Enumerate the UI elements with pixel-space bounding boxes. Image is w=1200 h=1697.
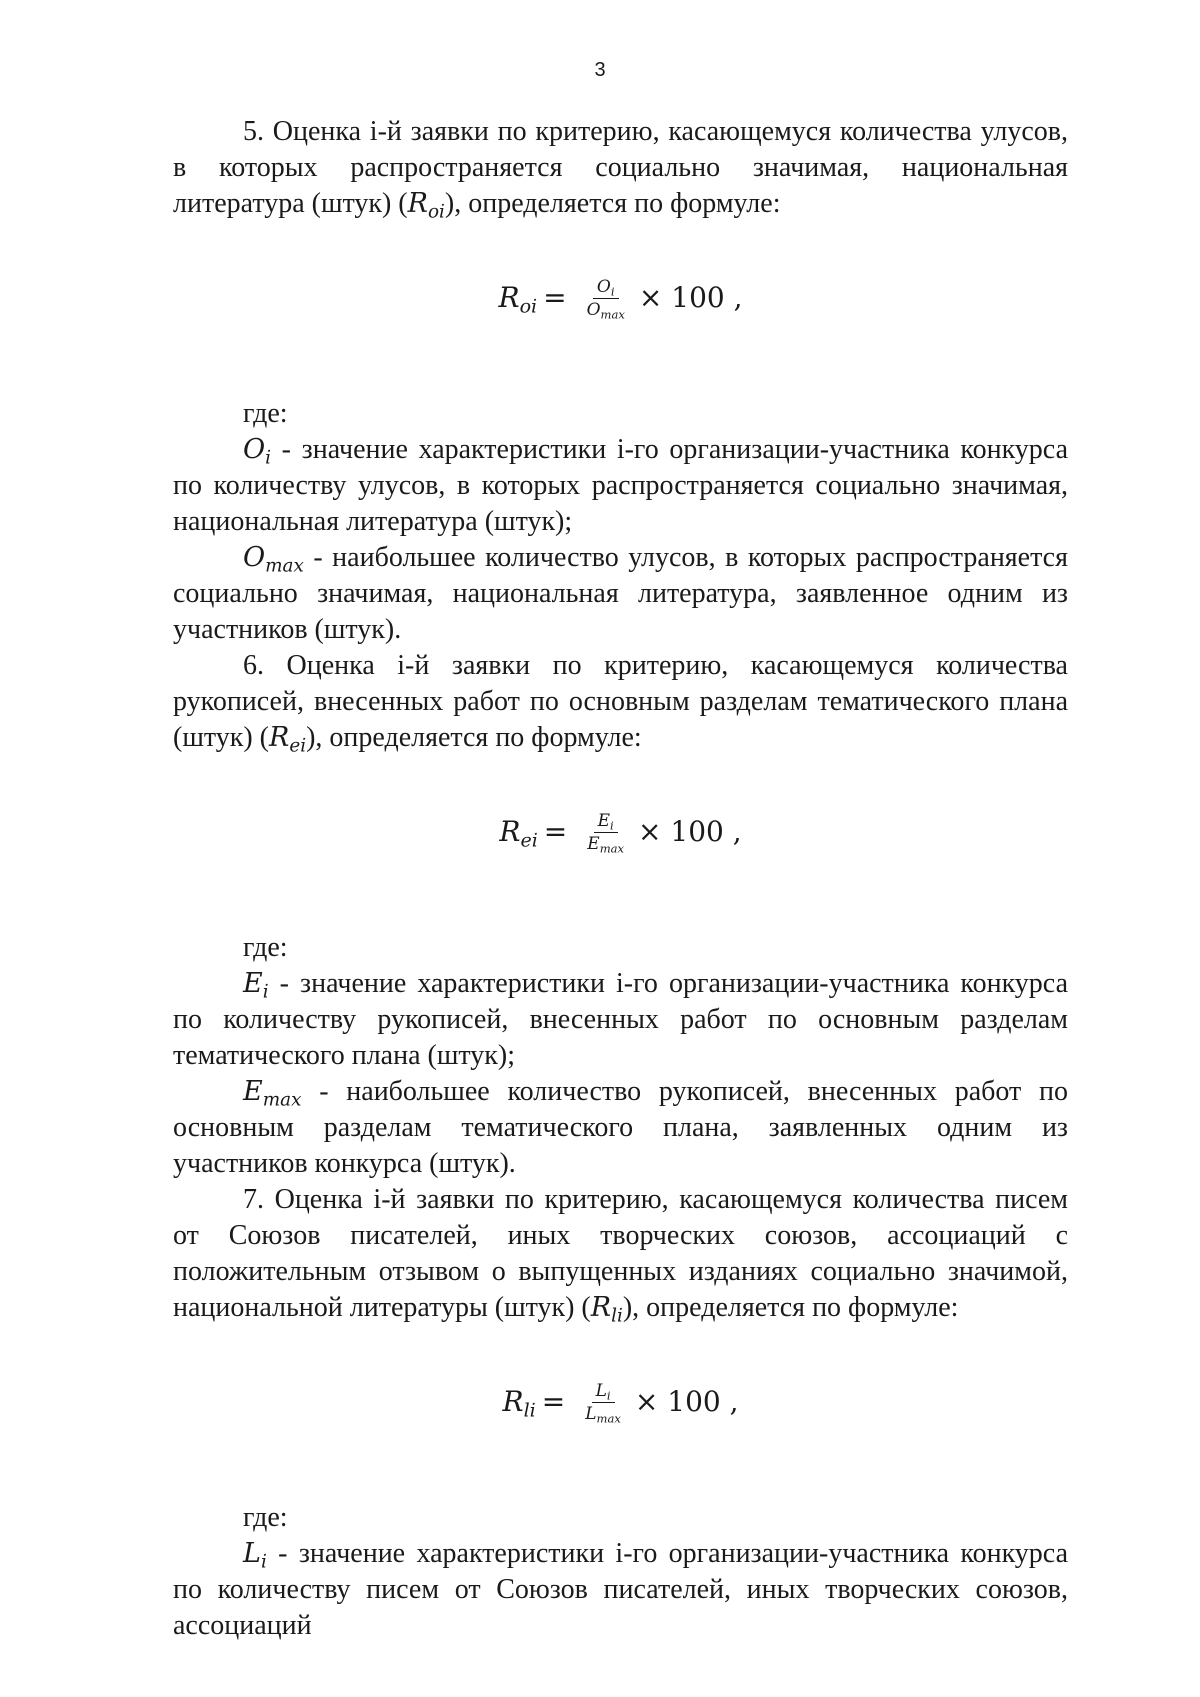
section-7-intro-text: 7. Оценка i-й заявки по критерию, касающемуся количества писем от Союзов писателей, иных творческих союзов, ассоциаций с положительным отзывом о выпущенных изданиях социально значимой, национальной литературы (штук) ( (173, 1184, 1068, 1323)
def-li-symbol: $L_i$ (243, 1538, 267, 1573)
formula-roi-fraction (583, 276, 629, 321)
section-7-def-li (173, 1536, 1068, 1644)
section-5-where: где: (243, 398, 288, 429)
def-emax-symbol: $E_{max}$ (243, 1076, 302, 1111)
document-body (173, 114, 1068, 1644)
section-5-def-omax (173, 540, 1068, 648)
section-6-intro-text: 6. Оценка i-й заявки по критерию, касающемуся количества рукописей, внесенных работ по основным разделам тематического плана (штук) ( (173, 650, 1068, 753)
def-oi-symbol: $O_i$ (243, 434, 272, 469)
formula-rli-fraction (581, 1380, 625, 1425)
formula-roi-numerator: $O_i$ (593, 276, 619, 299)
section-7-intro-tail: ), определяется по формуле: (622, 1292, 959, 1323)
formula-rei-lhs: $R_{ei}$ (499, 815, 538, 852)
formula-equals: = (543, 281, 567, 314)
formula-rli (173, 1338, 1068, 1466)
def-ei-text: - значение характеристики i-го организации-участника конкурса по количеству рукописей, внесенных работ по основным разделам тематического плана (штук); (173, 968, 1068, 1071)
section-6-intro-symbol: $R_{ei}$ (269, 722, 307, 757)
def-ei-symbol: $E_i$ (243, 968, 269, 1003)
section-6-intro-tail: ), определяется по формуле: (306, 722, 642, 753)
formula-equals: = (541, 1385, 566, 1418)
formula-roi (173, 234, 1068, 362)
def-omax-symbol: $O_{max}$ (243, 542, 304, 577)
def-emax-text: - наибольшее количество рукописей, внесенных работ по основным разделам тематического плана, заявленных одним из участников конкурса (штук). (173, 1076, 1068, 1179)
section-5-intro-text: 5. Оценка i-й заявки по критерию, касающемуся количества улусов, в которых распространяется социально значимая, национальная литература (штук) ( (173, 116, 1068, 219)
formula-roi-denominator: $O_{max}$ (586, 299, 625, 321)
formula-rli-numerator: $L_i$ (592, 1380, 615, 1403)
section-5-intro (173, 114, 1068, 222)
formula-rei-denominator: $E_{max}$ (587, 833, 625, 855)
section-7-where: где: (243, 1502, 288, 1533)
section-6-def-ei (173, 966, 1068, 1074)
def-li-text: - значение характеристики i-го организации-участника конкурса по количеству писем от Союзов писателей, иных творческих союзов, ассоциаций (173, 1538, 1068, 1641)
formula-roi-lhs: $R_{oi}$ (498, 281, 538, 318)
formula-rei-fraction (583, 810, 628, 855)
section-6-where: где: (243, 932, 288, 963)
formula-rei-numerator: $E_i$ (594, 810, 618, 833)
formula-roi-rest: × 100 , (638, 281, 743, 314)
formula-rli-denominator: $L_{max}$ (585, 1403, 621, 1425)
section-5-intro-symbol: $R_{oi}$ (407, 188, 445, 223)
def-omax-text: - наибольшее количество улусов, в которых распространяется социально значимая, национальная литература, заявленное одним из участников (штук). (173, 542, 1068, 645)
formula-rli-lhs: $R_{li}$ (502, 1385, 536, 1422)
section-5-def-oi (173, 432, 1068, 540)
section-5-intro-tail: ), определяется по формуле: (444, 188, 781, 219)
section-6-def-emax (173, 1074, 1068, 1182)
formula-rei (173, 768, 1068, 896)
formula-equals: = (543, 815, 568, 848)
section-7-intro (173, 1182, 1068, 1326)
section-6-intro (173, 648, 1068, 756)
section-7-intro-symbol: $R_{li}$ (590, 1292, 623, 1327)
formula-rli-rest: × 100 , (634, 1385, 739, 1418)
def-oi-text: - значение характеристики i-го организации-участника конкурса по количеству улусов, в которых распространяется социально значимая, национальная литература (штук); (173, 434, 1068, 537)
formula-rei-rest: × 100 , (638, 815, 742, 848)
page-number: 3 (594, 59, 606, 81)
